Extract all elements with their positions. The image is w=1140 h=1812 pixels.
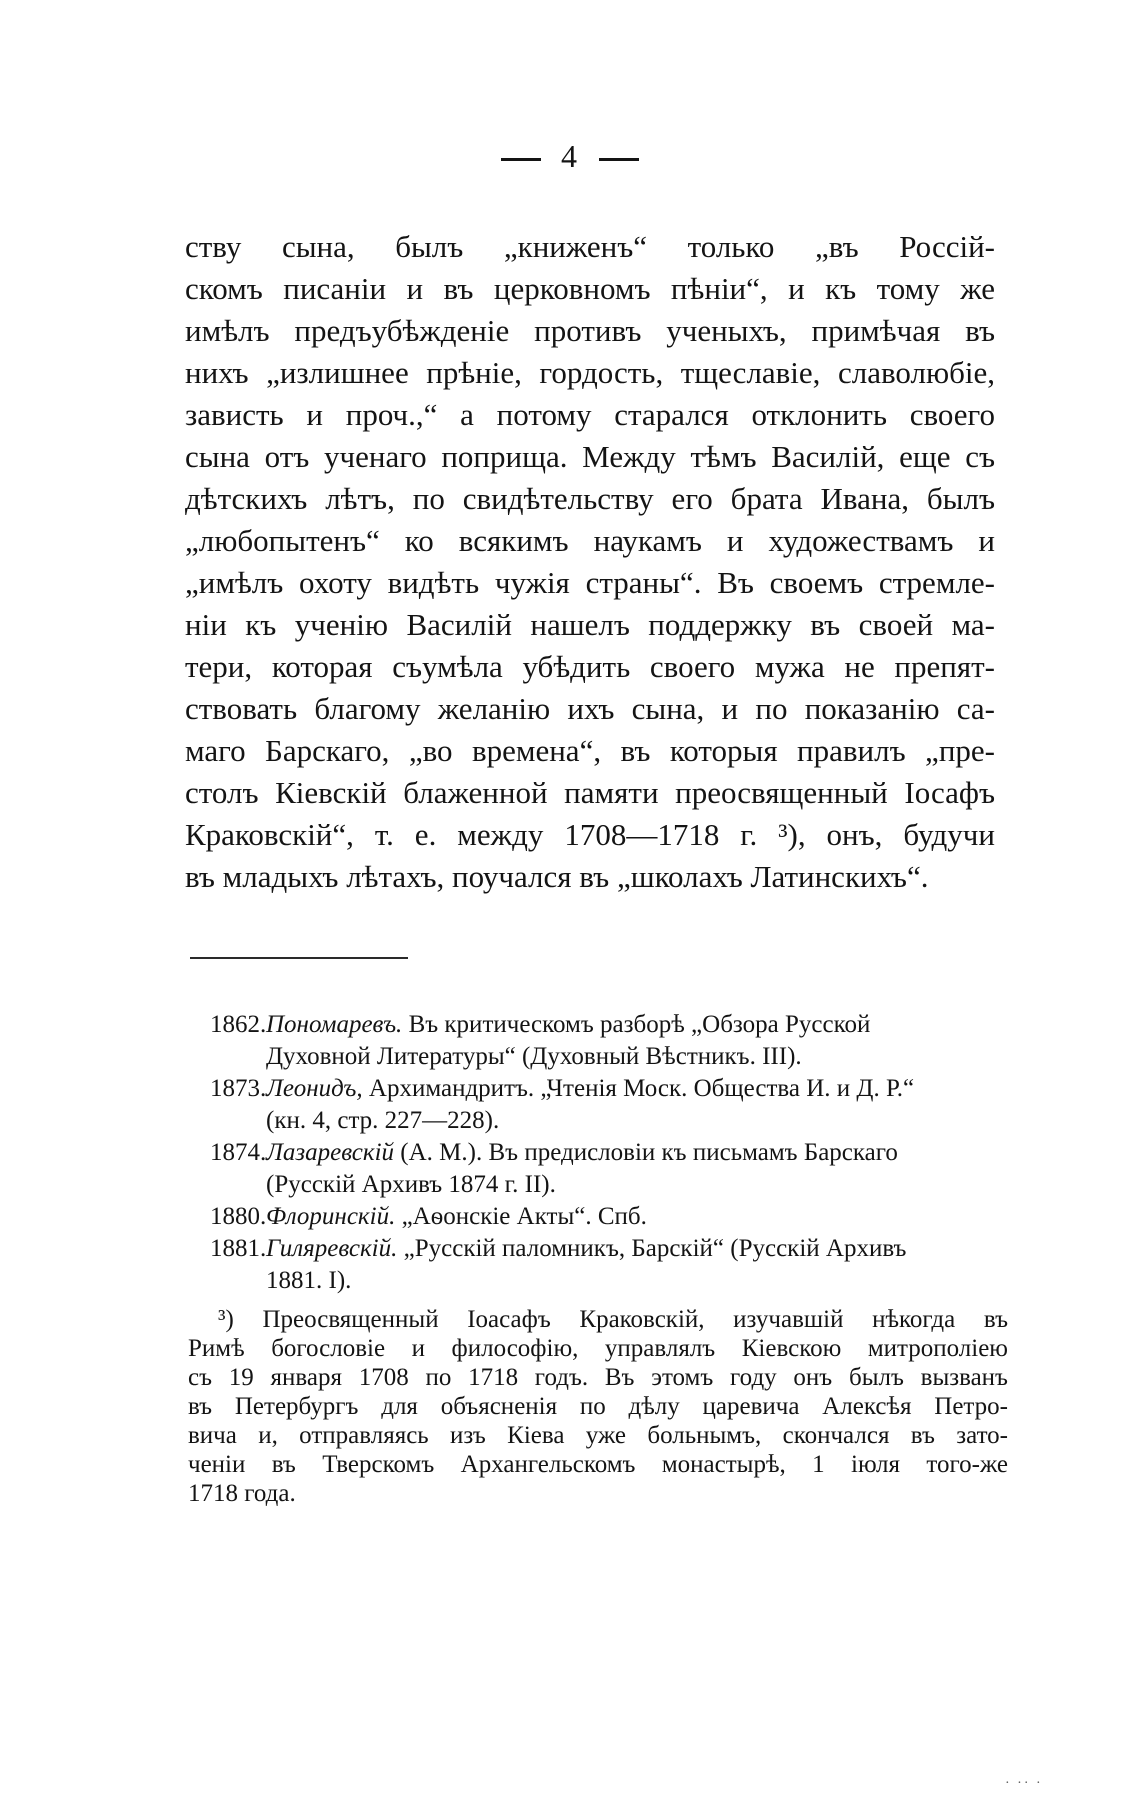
main-text-line: зависть и проч.,“ а потому старался отклонить своего (185, 397, 995, 432)
bibliography-line: 1881. I). (266, 1267, 352, 1294)
footnote-line: ³) Преосвященный Іоасафъ Краковскій, изучавшій нѣкогда въ (218, 1306, 1008, 1333)
main-text-line: сына отъ ученаго поприща. Между тѣмъ Василій, еще съ (185, 439, 995, 474)
bibliography-year: 1873. (210, 1075, 267, 1102)
footnote-line: вича и, отправляясь изъ Кіева уже больнымъ, скончался въ зато- (188, 1422, 1008, 1449)
main-text-line: „любопытенъ“ ко всякимъ наукамъ и художествамъ и (185, 523, 995, 558)
bibliography-text (266, 1073, 1002, 1137)
page-number (0, 138, 1140, 175)
bibliography-year: 1881. (210, 1235, 267, 1262)
main-text-line: ствовать благому желанію ихъ сына, и по показанію са- (185, 691, 995, 726)
main-text-line: столъ Кіевскій блаженной памяти преосвященный Іосафъ (185, 775, 995, 810)
main-text-line: Краковскій“, т. е. между 1708—1718 г. ³), онъ, будучи (185, 817, 995, 852)
bibliography-text (266, 1201, 1002, 1233)
bibliography-entry (210, 1201, 1002, 1233)
main-text-line: нихъ „излишнее прѣніе, гордость, тщеславіе, славолюбіе, (185, 355, 995, 390)
bibliography-author: Лазаревскій (266, 1139, 395, 1166)
bibliography-line: Гиляревскій. „Русскій паломникъ, Барскій“ (Русскій Архивъ (266, 1235, 907, 1262)
bibliography-line: (кн. 4, стр. 227—228). (266, 1107, 500, 1134)
bibliography-text (266, 1137, 1002, 1201)
bibliography-year: 1862. (210, 1011, 267, 1038)
bibliography-entry (210, 1137, 1002, 1201)
main-text-line: скомъ писаніи и въ церковномъ пѣніи“, и къ тому же (185, 271, 995, 306)
main-text-line: имѣлъ предъубѣжденіе противъ ученыхъ, примѣчая въ (185, 313, 995, 348)
footnote-line: съ 19 января 1708 по 1718 годъ. Въ этомъ году онъ былъ вызванъ (188, 1364, 1008, 1391)
footnote-line: Римѣ богословіе и философію, управлялъ Кіевскою митрополіею (188, 1335, 1008, 1362)
bibliography-entry (210, 1073, 1002, 1137)
dash-left (501, 158, 541, 161)
bibliography-author: Леонидъ, (266, 1075, 363, 1102)
dash-right (599, 158, 639, 161)
bibliography-line: Леонидъ, Архимандритъ. „Чтенія Моск. Общества И. и Д. Р.“ (266, 1075, 915, 1102)
bibliography-line: Духовной Литературы“ (Духовный Вѣстникъ. III). (266, 1043, 802, 1070)
main-text-line: ству сына, былъ „книженъ“ только „въ Россій- (185, 229, 995, 264)
bibliography-text (266, 1233, 1002, 1297)
footnote-3 (188, 1305, 1008, 1508)
bibliography-author: Гиляревскій. (266, 1235, 398, 1262)
scan-speck-mark: · ·· · (1005, 1776, 1043, 1791)
footnote-separator-rule (190, 957, 408, 959)
bibliography-author: Пономаревъ. (266, 1011, 403, 1038)
footnote-line: ченіи въ Тверскомъ Архангельскомъ монастырѣ, 1 іюля того-же (188, 1451, 1008, 1478)
main-text-line: дѣтскихъ лѣтъ, по свидѣтельству его брата Ивана, былъ (185, 481, 995, 516)
main-text-line: ніи къ ученію Василій нашелъ поддержку въ своей ма- (185, 607, 995, 642)
main-text-line: тери, которая съумѣла убѣдить своего мужа не препят- (185, 649, 995, 684)
bibliography-list (210, 1009, 1002, 1297)
bibliography-line: (Русскій Архивъ 1874 г. II). (266, 1171, 556, 1198)
page-number-value: 4 (561, 138, 579, 174)
bibliography-line: Флоринскій. „Аѳонскіе Акты“. Спб. (266, 1203, 647, 1230)
main-text-line: „имѣлъ охоту видѣть чужія страны“. Въ своемъ стремле- (185, 565, 995, 600)
bibliography-text (266, 1009, 1002, 1073)
bibliography-year: 1874. (210, 1139, 267, 1166)
main-text-block (185, 226, 995, 898)
main-text-line: маго Барскаго, „во времена“, въ которыя правилъ „пре- (185, 733, 995, 768)
footnote-line: 1718 года. (188, 1480, 296, 1507)
bibliography-entry (210, 1009, 1002, 1073)
bibliography-author: Флоринскій. (266, 1203, 396, 1230)
footnote-line: въ Петербургъ для объясненія по дѣлу царевича Алексѣя Петро- (188, 1393, 1008, 1420)
bibliography-entry (210, 1233, 1002, 1297)
bibliography-line: Пономаревъ. Въ критическомъ разборѣ „Обзора Русской (266, 1011, 871, 1038)
main-text-line: въ младыхъ лѣтахъ, поучался въ „школахъ Латинскихъ“. (185, 859, 929, 894)
bibliography-year: 1880. (210, 1203, 267, 1230)
bibliography-line: Лазаревскій (А. М.). Въ предисловіи къ письмамъ Барскаго (266, 1139, 898, 1166)
